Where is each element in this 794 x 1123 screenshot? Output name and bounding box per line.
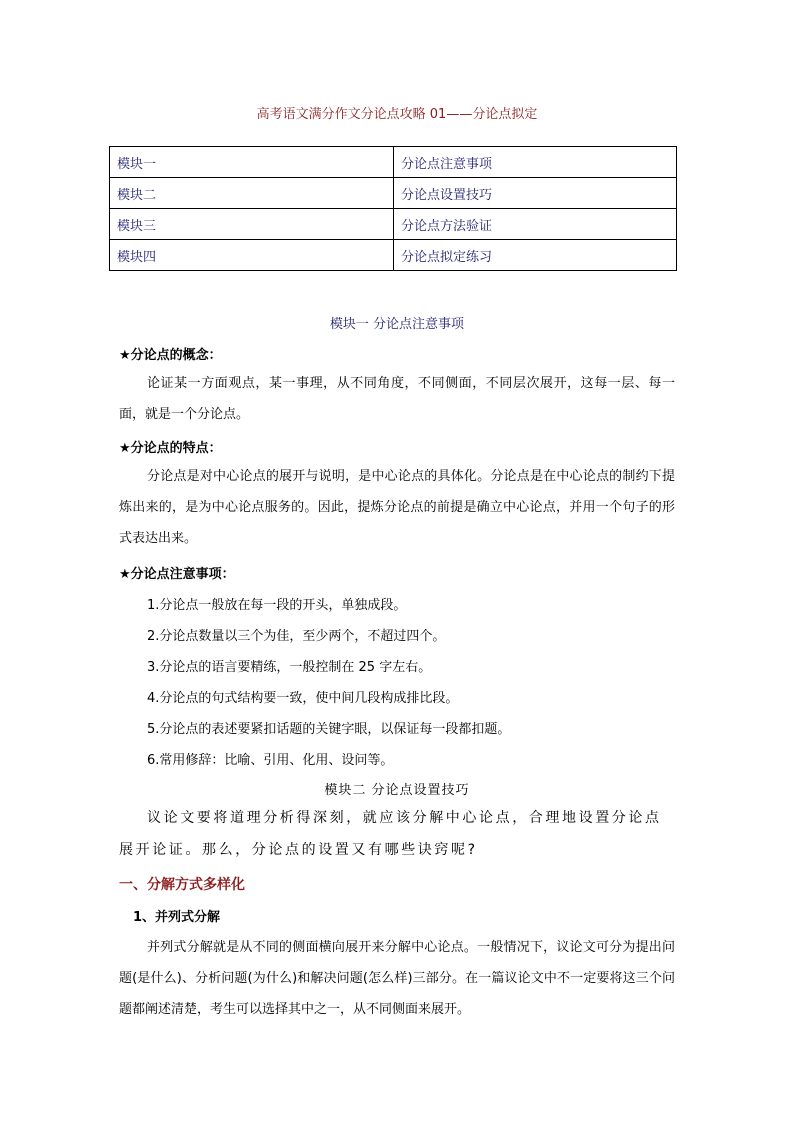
table-cell-topic: 分论点方法验证 [394,209,677,240]
list-item: 1.分论点一般放在每一段的开头，单独成段。 [147,598,407,613]
table-row [110,147,677,178]
table-cell-topic: 分论点拟定练习 [394,240,677,271]
table-cell-module: 模块一 [110,147,394,178]
list-item: 5.分论点的表述要紧扣话题的关键字眼，以保证每一段都扣题。 [147,722,511,737]
list-item: 4.分论点的句式结构要一致，使中间几段构成排比段。 [147,691,459,706]
table-cell-topic: 分论点设置技巧 [394,178,677,209]
section-heading: 一、分解方式多样化 [119,877,245,893]
list-item: 6.常用修辞：比喻、引用、化用、设问等。 [147,753,394,768]
subsection-paragraph: 并列式分解就是从不同的侧面横向展开来分解中心论点。一般情况下，议论文可分为提出问题(是什么)、分析问题(为什么)和解决问题(怎么样)三部分。在一篇议论文中不一定要将这三个问题都阐述清楚，考生可以选择其中之一，从不同侧面来展开。 [119,940,675,1017]
table-cell-topic: 分论点注意事项 [394,147,677,178]
table-row [110,178,677,209]
table-cell-module: 模块二 [110,178,394,209]
list-item: 2.分论点数量以三个为佳，至少两个，不超过四个。 [147,629,446,644]
concept-heading: ★分论点的概念： [119,348,222,363]
table-row [110,240,677,271]
table-cell-module: 模块三 [110,209,394,240]
module-table [109,146,677,271]
subsection-heading: 1、并列式分解 [133,910,221,925]
document-title: 高考语文满分作文分论点攻略 01——分论点拟定 [256,107,538,122]
module1-heading: 模块一 分论点注意事项 [329,317,465,332]
module2-intro: 议论文要将道理分析得深刻，就应该分解中心论点，合理地设置分论点展开论证。那么，分论点的设置又有哪些诀窍呢? [119,810,662,858]
notes-heading: ★分论点注意事项： [119,567,235,582]
concept-paragraph: 论证某一方面观点，某一事理，从不同角度，不同侧面，不同层次展开，这每一层、每一面，就是一个分论点。 [119,376,675,422]
module2-heading: 模块二 分论点设置技巧 [324,783,470,798]
features-heading: ★分论点的特点： [119,441,222,456]
table-cell-module: 模块四 [110,240,394,271]
list-item: 3.分论点的语言要精练，一般控制在 25 字左右。 [147,660,432,675]
table-row [110,209,677,240]
features-paragraph: 分论点是对中心论点的展开与说明，是中心论点的具体化。分论点是在中心论点的制约下提炼出来的，是为中心论点服务的。因此，提炼分论点的前提是确立中心论点，并用一个句子的形式表达出来。 [119,469,675,546]
